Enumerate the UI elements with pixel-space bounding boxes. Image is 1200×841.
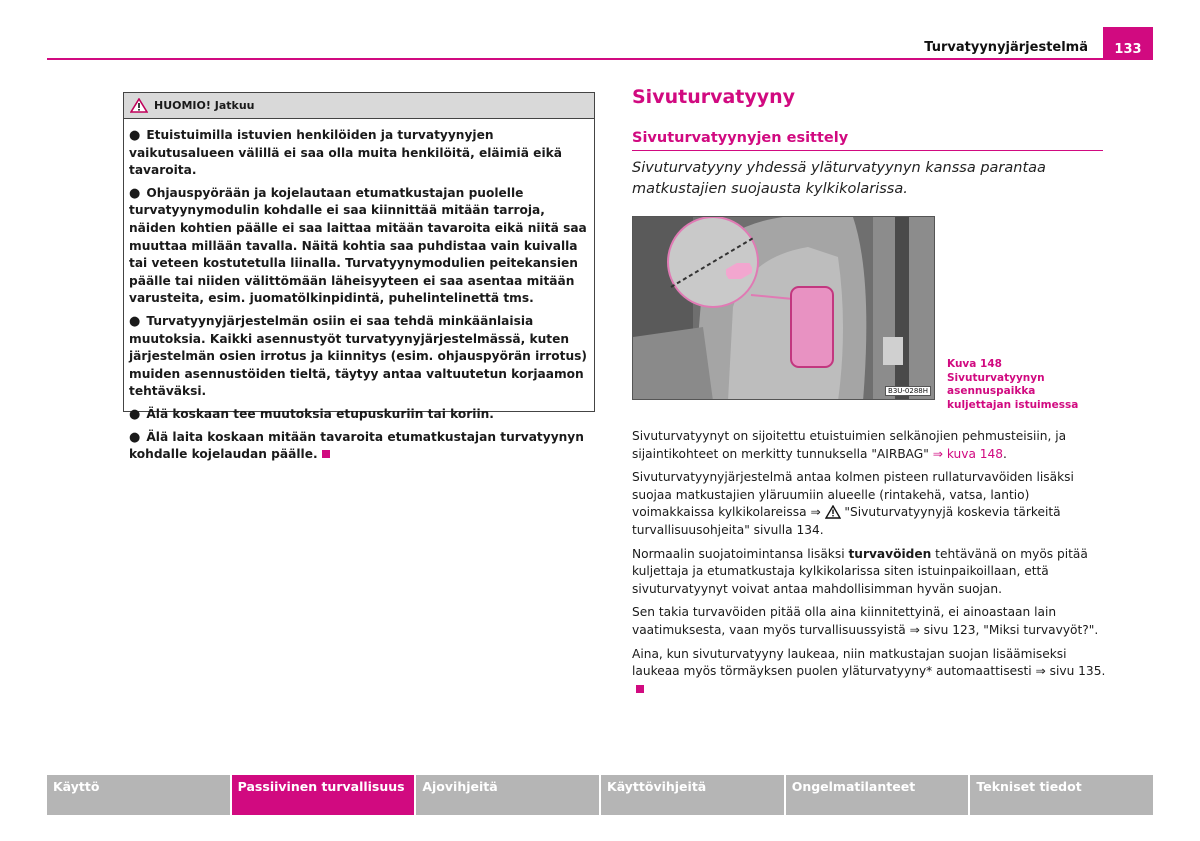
warning-header bbox=[124, 93, 594, 119]
warning-box bbox=[123, 92, 595, 462]
end-mark-icon bbox=[636, 685, 644, 693]
bullet: ● bbox=[129, 406, 141, 422]
paragraph: Sivuturvatyynyt on sijoitettu etuistuimien selkänojien pehmusteisiin, ja sijaintikohteet on merkitty tunnuksella "AIRBAG" ⇒ kuva 148. bbox=[632, 429, 1067, 461]
running-header-title: Turvatyynyjärjestelmä bbox=[924, 40, 1088, 55]
end-mark-icon bbox=[322, 450, 330, 458]
warning-item: ● Turvatyynyjärjestelmän osiin ei saa tehdä minkäänlaisia muutoksia. Kaikki asennustyöt turvatyynyjärjestelmässä, kuten järjestelmän osien irrotus ja kiinnitys (esim. ohjauspyörän irrotus) muiden asennustöiden tieltä, täytyy antaa valtuutetun korjaamon tehtäväksi. bbox=[129, 313, 588, 399]
tab-kaytto[interactable]: Käyttö bbox=[47, 775, 230, 815]
paragraph: Sen takia turvavöiden pitää olla aina kiinnitettyinä, ei ainoastaan lain vaatimuksesta, vaan myös turvallisuussyistä ⇒ sivu 123, "Miksi turvavyöt?". bbox=[632, 605, 1099, 637]
warning-triangle-icon bbox=[825, 505, 841, 519]
intro-text: Sivuturvatyyny yhdessä yläturvatyynyn kanssa parantaa matkustajien suojausta kylkikolarissa. bbox=[632, 160, 1046, 197]
warning-item: ● Älä laita koskaan mitään tavaroita etumatkustajan turvatyynyn kohdalle kojelaudan päälle. bbox=[129, 429, 584, 462]
section-title: Sivuturvatyyny bbox=[632, 86, 796, 108]
warning-item: ● Ohjauspyörään ja kojelautaan etumatkustajan puolelle turvatyynymodulin kohdalle ei saa kiinnittää mitään tarroja, näiden kohtien päälle ei saa laittaa mitään tavaroita eikä niitä saa muuttaa millään tavalla. Näitä kohtia saa puhdistaa vain kuivalla tai veteen kostutetulla liinalla. Turvatyynymodulien peitekansien päälle tai niiden välittömään läheisyyteen ei saa asentaa mitään varusteita, esim. juomatölkinpidintä, puhelintelinettä tms. bbox=[129, 185, 587, 306]
bullet: ● bbox=[129, 185, 141, 201]
figure-code: B3U-0288H bbox=[885, 386, 931, 396]
tab-ajovihjeita[interactable]: Ajovihjeitä bbox=[416, 775, 599, 815]
bullet: ● bbox=[129, 429, 141, 445]
page-number: 133 bbox=[1103, 27, 1153, 60]
seat-airbag-figure bbox=[632, 216, 935, 400]
tab-tekniset-tiedot[interactable]: Tekniset tiedot bbox=[970, 775, 1153, 815]
figure-caption: Kuva 148 Sivuturvatyynyn asennuspaikka kuljettajan istuimessa bbox=[947, 358, 1079, 411]
chapter-nav bbox=[47, 775, 1153, 815]
warning-item: ● Etuistuimilla istuvien henkilöiden ja turvatyynyjen vaikutusalueen välillä ei saa olla muita henkilöitä, eläimiä eikä tavaroita. bbox=[129, 128, 562, 178]
paragraph: Normaalin suojatoimintansa lisäksi turvavöiden tehtävänä on myös pitää kuljettaja ja etumatkustaja kylkikolarissa siten istuinpaikoillaan, että sivuturvatyynyt voivat antaa mahdollisimman hyvän suojan. bbox=[632, 546, 1088, 596]
tab-kayttovihjeita[interactable]: Käyttövihjeitä bbox=[601, 775, 784, 815]
bullet: ● bbox=[129, 313, 141, 329]
tab-ongelmatilanteet[interactable]: Ongelmatilanteet bbox=[786, 775, 969, 815]
warning-body bbox=[124, 119, 594, 464]
subsection-rule bbox=[632, 150, 1103, 151]
seat-illustration bbox=[633, 217, 935, 400]
paragraph: Sivuturvatyynyjärjestelmä antaa kolmen pisteen rullaturvavöiden lisäksi suojaa matkustajien yläruumiin alueelle (rintakehä, vatsa, lantio) voimakkaissa kylkikolareissa ⇒ "Sivuturvatyynyjä koskevia tärkeitä turvallisuusohjeita" sivulla 134. bbox=[632, 470, 1074, 537]
airbag-tag bbox=[726, 263, 752, 279]
subsection-title: Sivuturvatyynyjen esittely bbox=[632, 130, 849, 146]
warning-triangle-icon bbox=[130, 98, 148, 113]
body-text bbox=[632, 428, 1112, 704]
bullet: ● bbox=[129, 128, 141, 143]
header-rule bbox=[47, 58, 1153, 60]
paragraph: Aina, kun sivuturvatyyny laukeaa, niin matkustajan suojan lisäämiseksi laukeaa myös törmäyksen puolen yläturvatyyny* automaattisesti ⇒ sivu 135. bbox=[632, 646, 1112, 699]
warning-heading: HUOMIO! Jatkuu bbox=[154, 99, 255, 112]
tab-passiivinen-turvallisuus[interactable]: Passiivinen turvallisuus bbox=[232, 775, 415, 815]
figure-link[interactable]: ⇒ kuva 148 bbox=[932, 446, 1004, 461]
warning-item: ● Älä koskaan tee muutoksia etupuskuriin tai koriin. bbox=[129, 406, 494, 422]
